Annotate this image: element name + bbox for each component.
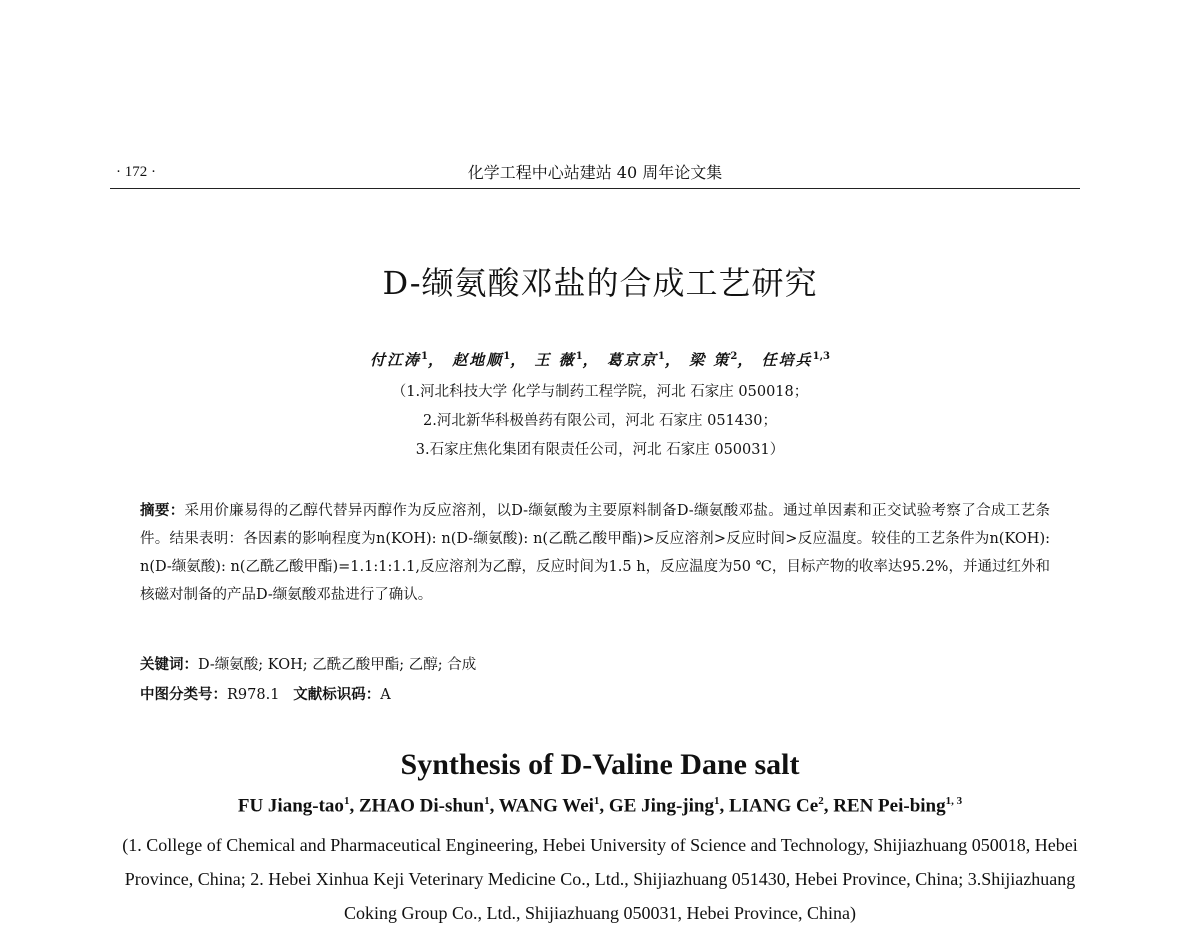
author-name: WANG Wei [498, 795, 594, 817]
chinese-affiliation-1: （1.河北科技大学 化学与制药工程学院，河北 石家庄 050018； [391, 384, 809, 400]
chinese-affiliation-2: 2.河北新华科极兽药有限公司，河北 石家庄 051430； [423, 413, 777, 429]
author-name: FU Jiang-tao [237, 795, 344, 817]
author-affiliation-mark: 1,3 [812, 351, 831, 362]
chinese-keywords [140, 653, 1050, 674]
author-name: 付江涛 [369, 351, 421, 369]
running-header [110, 158, 1080, 189]
author-separator: ， [427, 351, 445, 369]
author-separator: , [489, 795, 499, 817]
author-name: 梁 策 [689, 351, 731, 369]
chinese-affiliation-3: 3.石家庄焦化集团有限责任公司，河北 石家庄 050031） [415, 442, 785, 458]
author-separator: , [599, 795, 609, 817]
doc-code-value: A [380, 687, 391, 703]
chinese-abstract [140, 497, 1050, 609]
page-number: · 172 · [116, 164, 156, 180]
chinese-authors [0, 349, 1200, 370]
journal-title: 化学工程中心站建站 40 周年论文集 [467, 163, 723, 182]
classification-line [140, 683, 1050, 704]
author-name: 赵地顺 [452, 351, 504, 369]
clc-label: 中图分类号： [140, 686, 227, 703]
author-separator: ， [582, 351, 600, 369]
author-name: 葛京京 [606, 351, 658, 369]
english-title: Synthesis of D-Valine Dane salt [400, 748, 800, 781]
author-separator: ， [664, 351, 682, 369]
abstract-label: 摘要： [140, 502, 185, 519]
author-separator: , [349, 795, 359, 817]
author-affiliation-mark: 2 [730, 351, 738, 362]
clc-value: R978.1 [227, 687, 280, 703]
keywords-label: 关键词： [140, 656, 198, 673]
author-name: 任培兵 [761, 351, 813, 369]
author-name: ZHAO Di-shun [358, 795, 485, 817]
english-affiliation: (1. College of Chemical and Pharmaceutical Engineering, Hebei University of Science and Technology, Shijiazhuang 050018, Hebei Province, China; 2. Hebei Xinhua Keji Veterinary Medicine Co., Ltd., Shijiazhuang 051430, Hebei Province, China; 3.Shijiazhuang Coking Group Co., Ltd., Shijiazhuang 050031, Hebei Province, China) [122, 835, 1078, 923]
author-separator: ， [737, 351, 755, 369]
author-name: REN Pei-bing [833, 795, 946, 817]
chinese-title: D-缬氨酸邓盐的合成工艺研究 [382, 264, 818, 302]
author-name: 王 薇 [534, 351, 576, 369]
author-separator: , [719, 795, 729, 817]
author-name: GE Jing-jing [608, 795, 714, 817]
abstract-text: 采用价廉易得的乙醇代替异丙醇作为反应溶剂，以D-缬氨酸为主要原料制备D-缬氨酸邓盐。通过单因素和正交试验考察了合成工艺条件。结果表明：各因素的影响程度为n(KOH): n(D-缬氨酸): n(乙酰乙酸甲酯)>反应溶剂>反应时间>反应温度。较佳的工艺条件为n(KOH): n(D-缬氨酸): n(乙酰乙酸甲酯)=1.1:1:1.1,反应溶剂为乙醇，反应时间为1.5 h，反应温度为50 ℃，目标产物的收率达95.2%，并通过红外和核磁对制备的产品D-缬氨酸邓盐进行了确认。 [140, 503, 1050, 603]
author-affiliation-mark: 1, 3 [945, 795, 963, 807]
author-separator: , [823, 795, 834, 817]
author-affiliation-mark: 1 [657, 351, 665, 362]
author-affiliation-mark: 1 [343, 795, 350, 807]
author-affiliation-mark: 1 [503, 351, 511, 362]
english-authors [0, 795, 1200, 817]
author-affiliation-mark: 1 [484, 795, 490, 807]
author-affiliation-mark: 1 [593, 795, 600, 807]
author-separator: ， [510, 351, 528, 369]
author-affiliation-mark: 1 [575, 351, 583, 362]
author-name: LIANG Ce [728, 795, 819, 817]
doc-code-label: 文献标识码： [293, 686, 381, 703]
author-affiliation-mark: 1 [421, 351, 428, 362]
author-affiliation-mark: 2 [818, 795, 824, 807]
author-affiliation-mark: 1 [713, 795, 720, 807]
keywords-text: D-缬氨酸; KOH; 乙酰乙酸甲酯; 乙醇; 合成 [198, 657, 477, 673]
